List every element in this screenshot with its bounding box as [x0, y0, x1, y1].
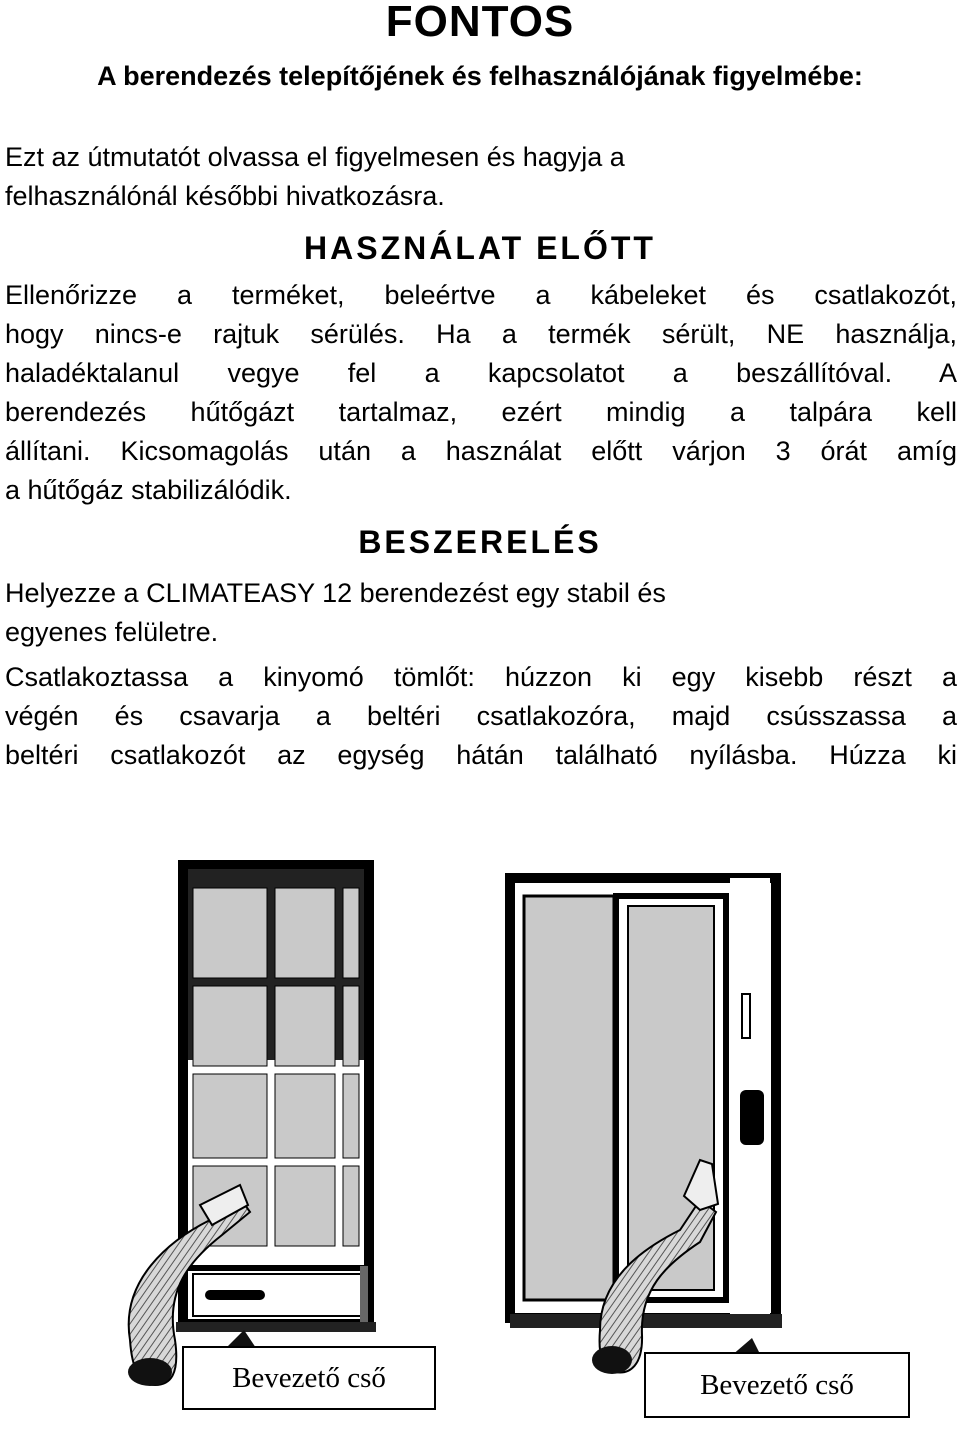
- section-heading-before-use: HASZNÁLAT ELŐTT: [304, 230, 656, 266]
- intro-paragraph: [5, 138, 957, 216]
- left-hose-label: Bevezető cső: [182, 1346, 436, 1410]
- before-use-line: hogy nincs-e rajtuk sérülés. Ha a termék sérült, NE használja,: [5, 319, 957, 349]
- page-title: FONTOS: [385, 0, 575, 46]
- page-subtitle: A berendezés telepítőjének és felhasználójának figyelmébe:: [97, 61, 863, 91]
- before-use-line: haladéktalanul vegye fel a kapcsolatot a beszállítóval. A: [5, 358, 957, 388]
- installation-figure: [0, 860, 960, 1445]
- left-window-illustration: [176, 864, 376, 1370]
- installation-line: egyenes felületre.: [5, 617, 219, 647]
- installation-line: beltéri csatlakozót az egység hátán található nyílásba. Húzza ki: [5, 740, 957, 770]
- installation-line: Csatlakoztassa a kinyomó tömlőt: húzzon ki egy kisebb részt a: [5, 662, 957, 692]
- before-use-line: állítani. Kicsomagolás után a használat előtt várjon 3 órát amíg: [5, 436, 957, 466]
- section-heading-installation: BESZERELÉS: [358, 524, 602, 560]
- intro-line-1: Ezt az útmutatót olvassa el figyelmesen és hagyja a: [5, 142, 625, 172]
- installation-paragraph-1: [5, 574, 957, 652]
- installation-line: Helyezze a CLIMATEASY 12 berendezést egy stabil és: [5, 578, 666, 608]
- installation-paragraph-2: [5, 658, 957, 775]
- right-hose-label: Bevezető cső: [644, 1352, 910, 1418]
- intro-line-2: felhasználónál későbbi hivatkozásra.: [5, 181, 445, 211]
- before-use-line: Ellenőrizze a terméket, beleértve a kábeleket és csatlakozót,: [5, 280, 957, 310]
- before-use-line: berendezés hűtőgázt tartalmaz, ezért mindig a talpára kell: [5, 397, 957, 427]
- before-use-paragraph: [5, 276, 957, 510]
- installation-line: végén és csavarja a beltéri csatlakozóra, majd csússzassa a: [5, 701, 957, 731]
- before-use-line: a hűtőgáz stabilizálódik.: [5, 475, 292, 505]
